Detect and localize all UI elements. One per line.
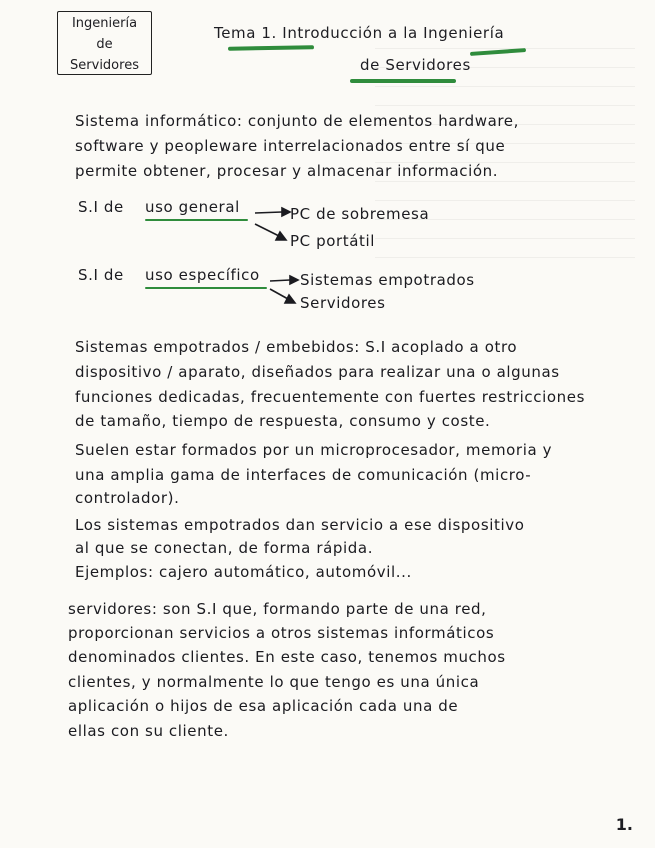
- embedded-line-1: Sistemas empotrados / embebidos: S.I acoplado a otro: [75, 338, 518, 356]
- specific-item-1: Sistemas empotrados: [300, 271, 475, 289]
- page-number: 1.: [615, 815, 633, 834]
- general-item-2: PC portátil: [290, 232, 376, 250]
- arrow-head-general-1: [282, 208, 290, 216]
- arrow-head-specific-1: [290, 276, 298, 284]
- embedded-line-4: de tamaño, tiempo de respuesta, consumo y coste.: [75, 412, 491, 430]
- definition-line-1: Sistema informático: conjunto de elementos hardware,: [75, 112, 520, 130]
- general-item-1: PC de sobremesa: [290, 205, 430, 223]
- servers-line-3: denominados clientes. En este caso, tenemos muchos: [68, 648, 506, 666]
- embedded-line-6: una amplia gama de interfaces de comunicación (micro-: [75, 466, 532, 484]
- arrow-general-2: [255, 224, 279, 236]
- arrow-head-specific-2: [285, 295, 295, 303]
- servers-line-4: clientes, y normalmente lo que tengo es una única: [68, 673, 480, 691]
- subject-line-3: Servidores: [70, 58, 139, 73]
- specific-label: S.I de: [78, 266, 124, 284]
- definition-line-3: permite obtener, procesar y almacenar información.: [75, 162, 499, 180]
- general-term: uso general: [145, 198, 240, 216]
- arrow-specific-2: [270, 289, 288, 299]
- servers-line-5: aplicación o hijos de esa aplicación cada una de: [68, 697, 459, 715]
- specific-term: uso específico: [145, 266, 260, 284]
- general-label: S.I de: [78, 198, 124, 216]
- servers-line-2: proporcionan servicios a otros sistemas informáticos: [68, 624, 495, 642]
- arrow-specific-1: [270, 280, 290, 281]
- embedded-line-8: Los sistemas empotrados dan servicio a ese dispositivo: [75, 516, 525, 534]
- page-title-line-2: de Servidores: [360, 56, 471, 74]
- embedded-line-3: funciones dedicadas, frecuentemente con fuertes restricciones: [75, 388, 585, 406]
- embedded-line-7: controlador).: [75, 489, 180, 507]
- definition-line-2: software y peopleware interrelacionados entre sí que: [75, 137, 506, 155]
- arrow-general-1: [255, 212, 282, 213]
- servers-line-6: ellas con su cliente.: [68, 722, 229, 740]
- embedded-line-9: al que se conectan, de forma rápida.: [75, 539, 374, 557]
- subject-line-2: de: [96, 37, 113, 52]
- page-title-line-1: Tema 1. Introducción a la Ingeniería: [214, 24, 505, 42]
- embedded-line-5: Suelen estar formados por un microprocesador, memoria y: [75, 441, 553, 459]
- arrow-head-general-2: [276, 232, 286, 240]
- servers-line-1: servidores: son S.I que, formando parte de una red,: [68, 600, 487, 618]
- embedded-line-2: dispositivo / aparato, diseñados para realizar una o algunas: [75, 363, 560, 381]
- specific-item-2: Servidores: [300, 294, 386, 312]
- subject-line-1: Ingeniería: [71, 16, 138, 31]
- embedded-line-10: Ejemplos: cajero automático, automóvil...: [75, 563, 412, 581]
